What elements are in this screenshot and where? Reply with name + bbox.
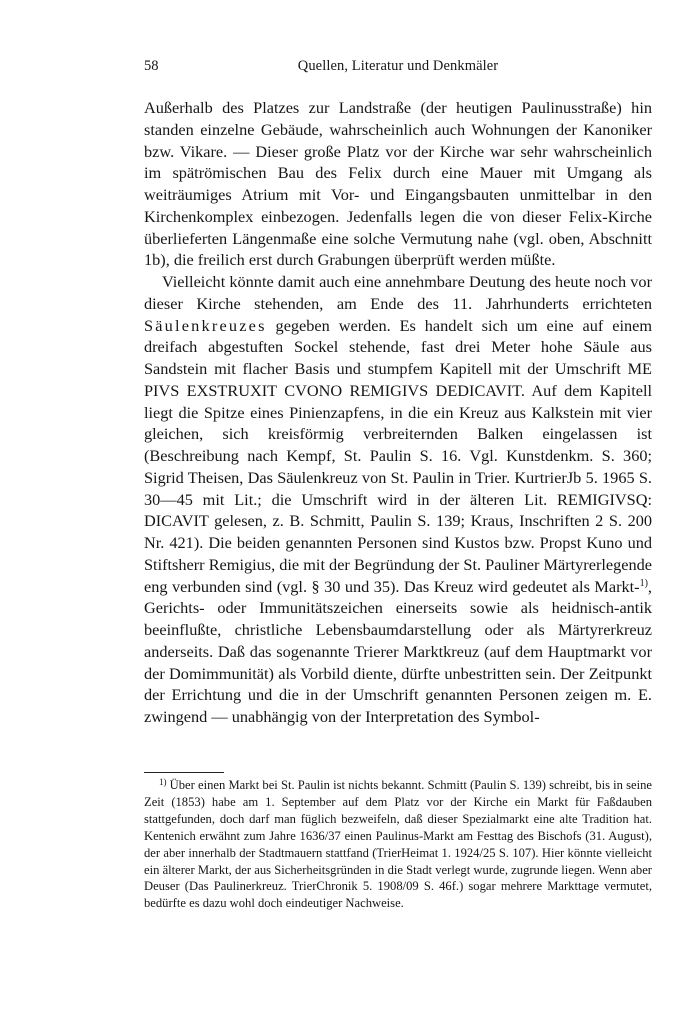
page-header <box>144 58 652 80</box>
paragraph-2 <box>144 271 652 728</box>
paragraph-2-part-c: , Gerichts- oder Immunitätszeichen einerseits sowie als heidnisch-antik beeinflußte, christliche Lebensbaumdarstellung oder als Märtyrerkreuz anderseits. Daß das sogenannte Trierer Marktkreuz (auf dem Hauptmarkt vor der Domimmunität) als Vorbild diente, dürfte unbestritten sein. Der Zeitpunkt der Errichtung und die in der Umschrift genannten Personen zeigen m. E. zwingend — unabhängig von der Interpretation des Symbol- <box>144 576 652 726</box>
footnote-reference[interactable]: 1) <box>639 577 648 589</box>
footnote <box>144 777 652 912</box>
paragraph-2-part-b: gegeben werden. Es handelt sich um eine auf einem dreifach abgestuften Sockel stehende, fast drei Meter hohe Säule aus Sandstein mit flacher Basis und stumpfem Kapitell mit der Umschrift ME PIVS EXSTRUXIT CVONO REMIGIVS DEDICAVIT. Auf dem Kapitell liegt die Spitze eines Pinienzapfens, in die ein Kreuz aus Kalkstein mit vier gleichen, sich kreisförmig verbreiternden Balken eingelassen ist (Beschreibung nach Kempf, St. Paulin S. 16. Vgl. Kunstdenkm. S. 360; Sigrid Theisen, Das Säulenkreuz von St. Paulin in Trier. KurtrierJb 5. 1965 S. 30—45 mit Lit.; die Umschrift wird in der älteren Lit. REMIGIVSQ: DICAVIT gelesen, z. B. Schmitt, Paulin S. 139; Kraus, Inschriften 2 S. 200 Nr. 421). Die beiden genannten Personen sind Kustos bzw. Propst Kuno und Stiftsherr Remigius, die mit der Begründung der St. Pauliner Märtyrerlegende eng verbunden sind (vgl. § 30 und 35). Das Kreuz wird gedeutet als Markt- <box>144 315 652 596</box>
main-text <box>144 97 652 728</box>
emphasized-term: Säulenkreuzes <box>144 315 267 335</box>
paragraph-1: Außerhalb des Platzes zur Landstraße (der heutigen Paulinusstraße) hin standen einzelne Gebäude, wahrscheinlich auch Wohnungen der Kanoniker bzw. Vikare. — Dieser große Platz vor der Kirche war sehr wahrscheinlich im spätrömischen Bau des Felix durch eine Mauer mit Umgang als weiträumiges Atrium mit Vor- und Eingangsbauten unmittelbar in den Kirchenkomplex einbezogen. Jedenfalls legen die von dieser Felix-Kirche überlieferten Längenmaße eine solche Vermutung nahe (vgl. oben, Abschnitt 1b), die freilich erst durch Grabungen überprüft werden müßte. <box>144 98 652 270</box>
page-number: 58 <box>144 58 159 74</box>
footnote-text: Über einen Markt bei St. Paulin ist nichts bekannt. Schmitt (Paulin S. 139) schreibt, bis in seine Zeit (1853) habe am 1. September auf dem Platz vor der Kirche ein Markt für Faßdauben stattgefunden, doch darf man füglich bezweifeln, daß dieser Spezialmarkt eine alte Tradition hat. Kentenich erwähnt zum Jahre 1636/37 einen Paulinus-Markt am Festtag des Bischofs (31. August), der aber innerhalb der Stadtmauern stattfand (TrierHeimat 1. 1924/25 S. 107). Hier könnte vielleicht ein älterer Markt, der aus Sicherheitsgründen in die Stadt verlegt wurde, zugrunde liegen. Wenn aber Deuser (Das Paulinerkreuz. TrierChronik 5. 1908/09 S. 46f.) sogar mehrere Markttage vermutet, bedürfte es dazu wohl doch eindeutiger Nachweise. <box>144 778 652 911</box>
footnote-1 <box>144 777 652 912</box>
footnote-divider <box>144 772 224 773</box>
running-title: Quellen, Literatur und Denkmäler <box>297 58 499 74</box>
paragraph-2-part-a: Vielleicht könnte damit auch eine annehmbare Deutung des heute noch vor dieser Kirche stehenden, am Ende des 11. Jahrhunderts errichteten <box>144 272 652 313</box>
footnote-marker: 1) <box>159 777 167 787</box>
